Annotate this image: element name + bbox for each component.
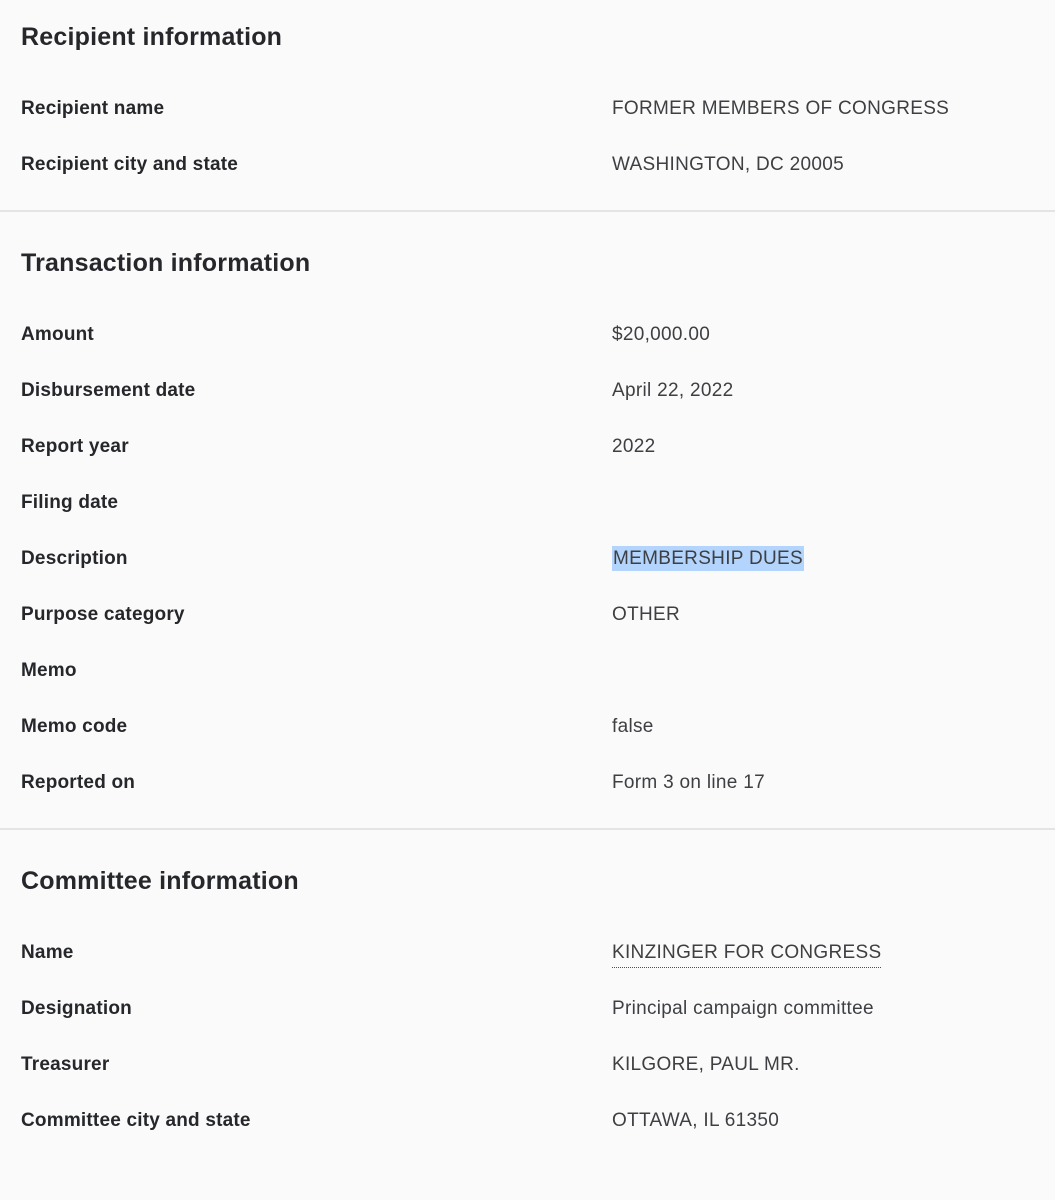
- section-title-committee: Committee information: [21, 867, 299, 895]
- field-label: Purpose category: [21, 604, 185, 625]
- field-row-committee-city-state: [21, 1093, 1027, 1149]
- field-value: [612, 939, 1027, 967]
- field-row-recipient-name: [21, 81, 1027, 137]
- field-value: OTTAWA, IL 61350: [612, 1110, 780, 1131]
- field-row-treasurer: [21, 1037, 1027, 1093]
- field-value: OTHER: [612, 604, 680, 625]
- field-value: 2022: [612, 436, 656, 457]
- field-label: Report year: [21, 436, 129, 457]
- field-label: Description: [21, 548, 128, 569]
- field-value: false: [612, 716, 654, 737]
- field-value: April 22, 2022: [612, 380, 734, 401]
- field-label: Reported on: [21, 772, 136, 793]
- field-label: Filing date: [21, 492, 119, 513]
- field-label: Memo: [21, 660, 77, 681]
- field-label: Recipient name: [21, 98, 165, 119]
- field-label: Committee city and state: [21, 1110, 251, 1131]
- field-value: Principal campaign committee: [612, 998, 874, 1019]
- field-row-memo: [21, 643, 1027, 699]
- field-label: Name: [21, 942, 74, 963]
- field-row-description: [21, 531, 1027, 587]
- transaction-information-section: [0, 210, 1055, 828]
- field-label: Memo code: [21, 716, 128, 737]
- field-label: Disbursement date: [21, 380, 196, 401]
- committee-name-link[interactable]: KINZINGER FOR CONGRESS: [612, 942, 881, 968]
- field-value: WASHINGTON, DC 20005: [612, 154, 844, 175]
- field-label: Amount: [21, 324, 94, 345]
- committee-information-section: [0, 828, 1055, 1166]
- field-label: Treasurer: [21, 1054, 110, 1075]
- section-title-transaction: Transaction information: [21, 249, 311, 277]
- field-row-committee-name: [21, 925, 1027, 981]
- field-value: Form 3 on line 17: [612, 772, 765, 793]
- field-value: [612, 545, 1027, 573]
- description-value-text-selection: MEMBERSHIP DUES: [613, 548, 803, 569]
- field-row-filing-date: [21, 475, 1027, 531]
- field-row-memo-code: [21, 699, 1027, 755]
- field-row-amount: [21, 307, 1027, 363]
- field-value: FORMER MEMBERS OF CONGRESS: [612, 98, 950, 119]
- field-row-report-year: [21, 419, 1027, 475]
- field-row-purpose-category: [21, 587, 1027, 643]
- field-label: Recipient city and state: [21, 154, 239, 175]
- field-row-recipient-city-state: [21, 137, 1027, 193]
- field-label: Designation: [21, 998, 132, 1019]
- field-row-disbursement-date: [21, 363, 1027, 419]
- field-row-reported-on: [21, 755, 1027, 811]
- field-value: $20,000.00: [612, 324, 711, 345]
- recipient-information-section: [0, 0, 1055, 210]
- section-title-recipient: Recipient information: [21, 23, 283, 51]
- field-value: KILGORE, PAUL MR.: [612, 1054, 800, 1075]
- field-row-designation: [21, 981, 1027, 1037]
